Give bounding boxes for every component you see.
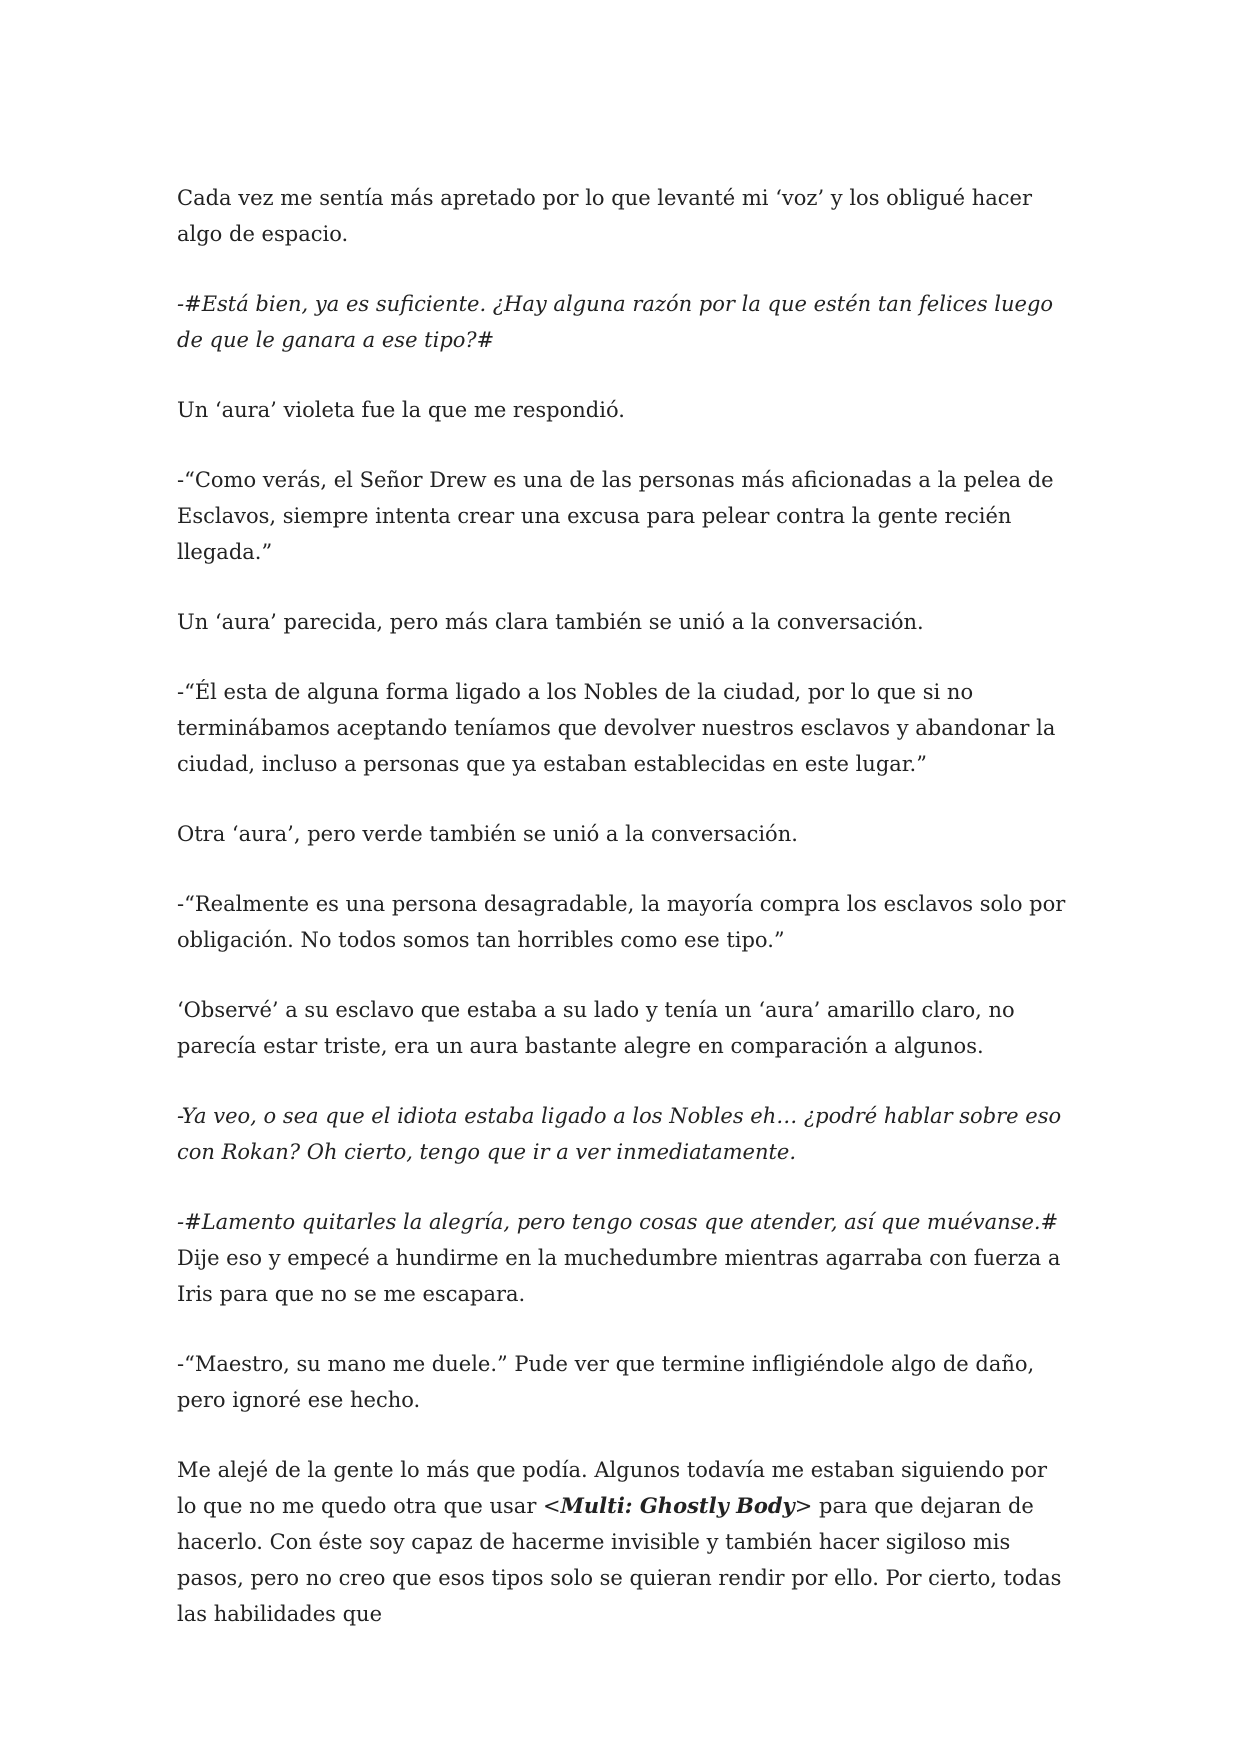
dialogue: -“Realmente es una persona desagradable, la mayoría compra los esclavos solo por obligación. No todos somos tan horribles como ese tipo.”	[177, 892, 1066, 952]
paragraph: Otra ‘aura’, pero verde también se unió a la conversación.	[177, 822, 798, 846]
mixed-paragraph	[177, 1204, 1067, 1312]
paragraph: Cada vez me sentía más apretado por lo que levanté mi ‘voz’ y los obligué hacer algo de espacio.	[177, 186, 1033, 246]
dialogue: -“Como verás, el Señor Drew es una de las personas más aficionadas a la pelea de Esclavos, siempre intenta crear una excusa para pelear contra la gente recién llegada.”	[177, 468, 1054, 564]
dialogue: -“Maestro, su mano me duele.” Pude ver que termine infligiéndole algo de daño, pero ignoré ese hecho.	[177, 1352, 1035, 1412]
paragraph: ‘Observé’ a su esclavo que estaba a su lado y tenía un ‘aura’ amarillo claro, no parecía estar triste, era un aura bastante alegre en comparación a algunos.	[177, 998, 1015, 1058]
paragraph: Un ‘aura’ violeta fue la que me respondió.	[177, 398, 625, 422]
paragraph: Un ‘aura’ parecida, pero más clara también se unió a la conversación.	[177, 610, 924, 634]
skill-paragraph	[177, 1452, 1067, 1632]
skill-name: Multi: Ghostly Body	[560, 1493, 795, 1518]
body-text	[177, 180, 1067, 1666]
dialogue: -“Él esta de alguna forma ligado a los Nobles de la ciudad, por lo que si no terminábamos aceptando teníamos que devolver nuestros esclavos y abandonar la ciudad, incluso a personas que ya estaban establecidas en este lugar.”	[177, 680, 1056, 776]
narration: Dije eso y empecé a hundirme en la muchedumbre mientras agarraba con fuerza a Iris para que no se me escapara.	[177, 1246, 1061, 1306]
telepathic-dialogue: -#Lamento quitarles la alegría, pero tengo cosas que atender, así que muévanse.#	[177, 1210, 1059, 1234]
inner-thought: -Ya veo, o sea que el idiota estaba ligado a los Nobles eh… ¿podré hablar sobre eso con Rokan? Oh cierto, tengo que ir a ver inmediatamente.	[177, 1104, 1062, 1164]
telepathic-dialogue: -#Está bien, ya es suficiente. ¿Hay alguna razón por la que estén tan felices luego de que le ganara a ese tipo?#	[177, 292, 1054, 352]
narration: > para que dejaran de hacerlo. Con éste soy capaz de hacerme invisible y también hacer sigiloso mis pasos, pero no creo que esos tipos solo se quieran rendir por ello. Por cierto, todas las habilidades que	[177, 1494, 1062, 1626]
narration: Me alejé de la gente lo más que podía. Algunos todavía me estaban siguiendo por lo que no me quedo otra que usar <	[177, 1458, 1048, 1518]
